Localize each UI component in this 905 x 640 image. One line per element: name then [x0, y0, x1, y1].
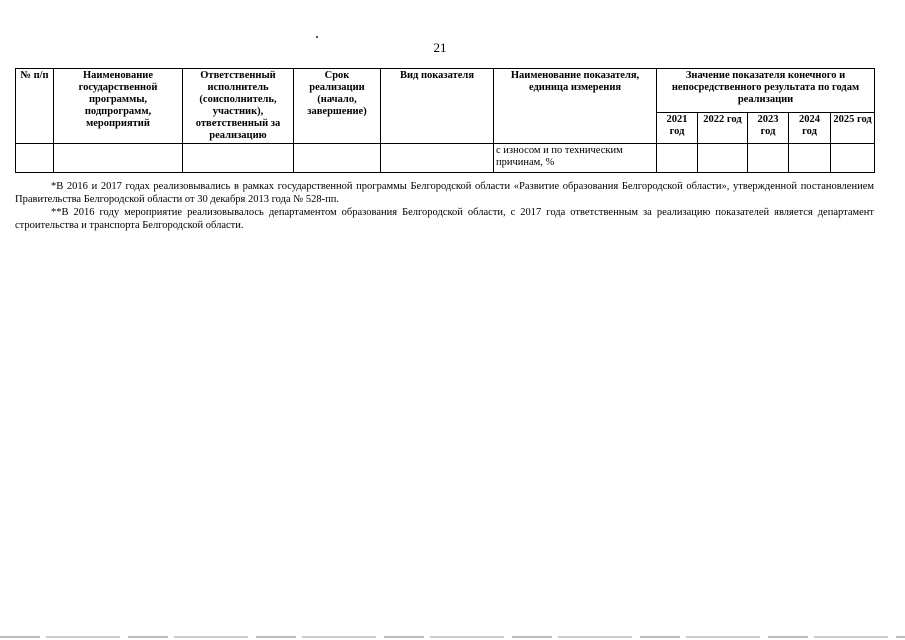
cell-value-2022: [698, 144, 748, 173]
cell-indicator-type: [381, 144, 494, 173]
header-row-1: [16, 69, 875, 113]
footnote-2: **В 2016 году мероприятие реализовывалось департаментом образования Белгородской области, с 2017 года ответственным за реализацию показателей является департамент строительства и транспорта Белгородской области.: [15, 207, 874, 231]
header-term: Срок реализации (начало, завершение): [294, 69, 381, 144]
scan-speck: [316, 36, 318, 38]
header-year-2024: 2024 год: [789, 113, 831, 144]
header-year-2023: 2023 год: [748, 113, 789, 144]
cell-value-2025: [831, 144, 875, 173]
page-number: 21: [433, 40, 447, 55]
header-executor: Ответственный исполнитель (соисполнитель, участник), ответственный за реализацию: [183, 69, 294, 144]
header-num: № п/п: [16, 69, 54, 144]
footnotes: [15, 180, 874, 232]
table-row: [16, 144, 875, 173]
header-year-2025: 2025 год: [831, 113, 875, 144]
scan-bottom-edge: [0, 636, 905, 638]
header-year-2021: 2021 год: [657, 113, 698, 144]
cell-executor: [183, 144, 294, 173]
header-indicator-type: Вид показателя: [381, 69, 494, 144]
header-values-group: Значение показателя конечного и непосредственного результата по годам реализации: [657, 69, 875, 113]
indicator-table: [15, 68, 875, 173]
cell-value-2024: [789, 144, 831, 173]
header-year-2022: 2022 год: [698, 113, 748, 144]
footnote-1: *В 2016 и 2017 годах реализовывались в рамках государственной программы Белгородской области «Развитие образования Белгородской области», утвержденной постановлением Правительства Белгородской области от 30 декабря 2013 года № 528-пп.: [15, 181, 874, 205]
cell-term: [294, 144, 381, 173]
header-indicator-name: Наименование показателя, единица измерения: [494, 69, 657, 144]
cell-program: [54, 144, 183, 173]
cell-value-2021: [657, 144, 698, 173]
header-program: Наименование государственной программы, подпрограмм, мероприятий: [54, 69, 183, 144]
cell-value-2023: [748, 144, 789, 173]
cell-indicator-name: с износом и по техническим причинам, %: [494, 144, 657, 173]
cell-num: [16, 144, 54, 173]
